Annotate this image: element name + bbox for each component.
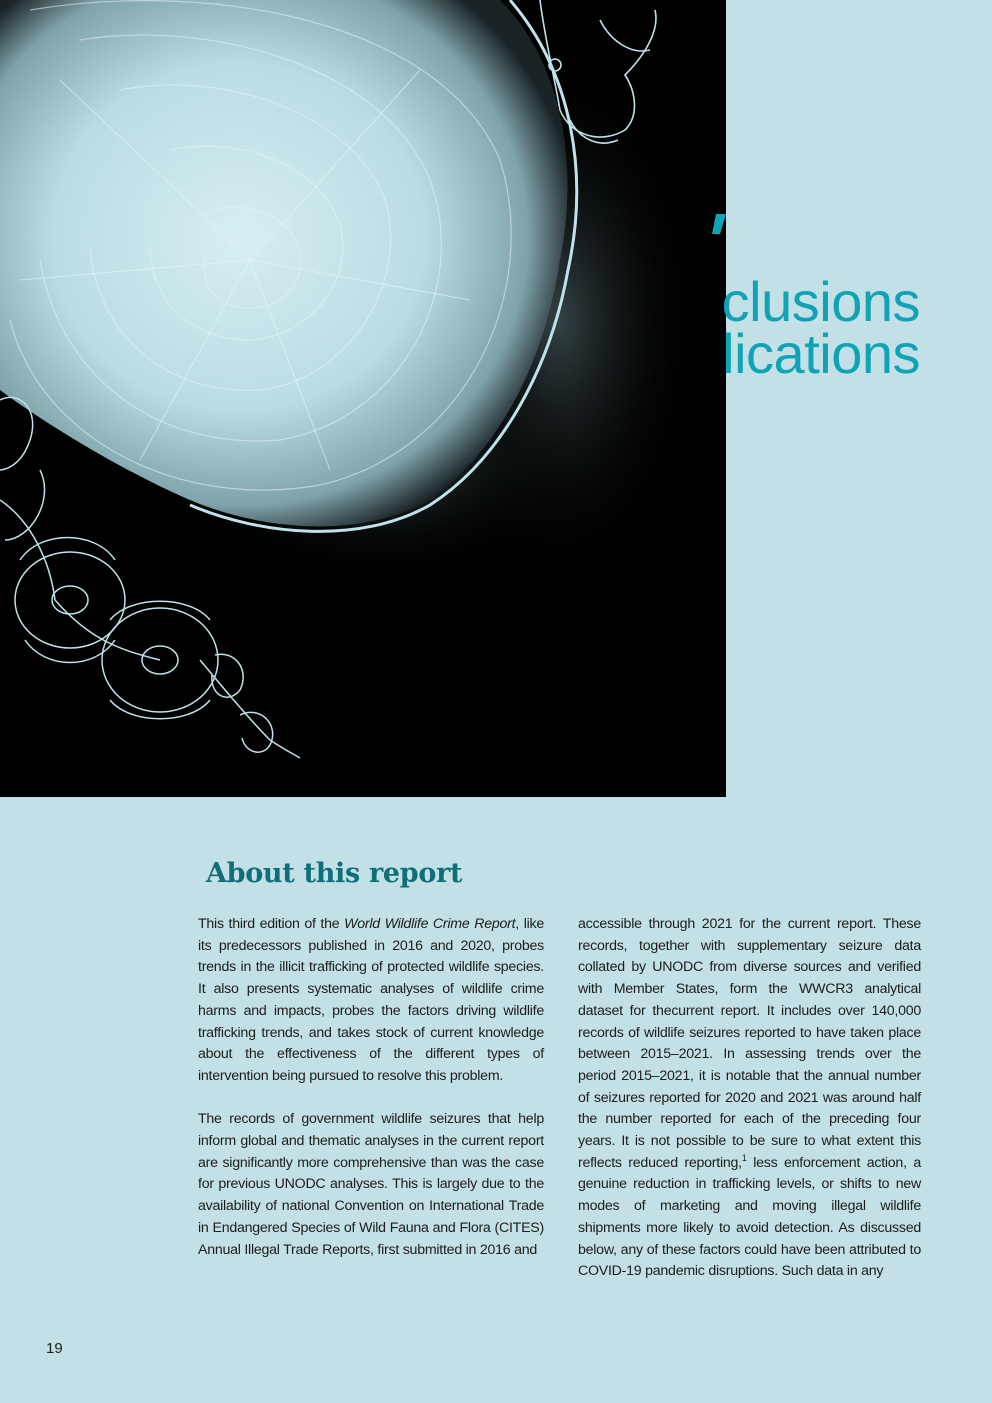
chapter-title-line-2: lications <box>722 322 920 385</box>
footnote-reference[interactable]: 1 <box>741 1152 747 1163</box>
chapter-title <box>500 270 920 390</box>
text-run: accessible through 2021 for the current report. These records, together with supplementary seizure data collated by UNODC from diverse sources and verified with Member States, form the WWCR3 analytical dataset for thecurrent report. It includes over 140,000 records of wildlife seizures reported to have taken place between 2015–2021. In assessing trends over the period 2015–2021, it is notable that the annual number of seizures reported for 2020 and 2021 was around half the number reported for each of the preceding four years. It is not possible to be sure to what extent this reflects reduced reporting, <box>578 916 921 1171</box>
paragraph <box>198 914 544 1088</box>
text-run: less enforcement action, a genuine reduction in trafficking levels, or shifts to new modes of marketing and moving illegal wildlife shipments more likely to avoid detection. As discussed below, any of these factors could have been attributed to COVID-19 pandemic disruptions. Such data in any <box>578 1154 921 1280</box>
paragraph: The records of government wildlife seizures that help inform global and thematic analyses in the current report are significantly more comprehensive than was the case for previous UNODC analyses. This is largely due to the availability of national Convention on International Trade in Endangered Species of Wild Fauna and Flora (CITES) Annual Illegal Trade Reports, first submitted in 2016 and <box>198 1111 544 1258</box>
page-number: 19 <box>46 1340 63 1357</box>
hero-illustration <box>0 0 726 797</box>
text-run: , like its predecessors published in 2016 and 2020, probes trends in the illicit trafficking of protected wildlife species. It also presents systematic analyses of wildlife crime harms and impacts, probes the factors driving wildlife trafficking trends, and takes stock of current knowledge about the effectiveness of the different types of intervention being pursued to resolve this problem. <box>198 916 544 1084</box>
paragraph <box>578 914 921 1283</box>
body-column-left <box>198 914 544 1261</box>
title-accent-mark <box>710 210 730 238</box>
text-run: This third edition of the <box>198 916 345 932</box>
chapter-title-line-1: clusions <box>721 270 920 333</box>
tree-rings-illustration <box>0 0 726 797</box>
body-column-right <box>578 914 921 1283</box>
report-title-italic: World Wildlife Crime Report <box>344 916 516 932</box>
section-heading: About this report <box>206 858 463 889</box>
